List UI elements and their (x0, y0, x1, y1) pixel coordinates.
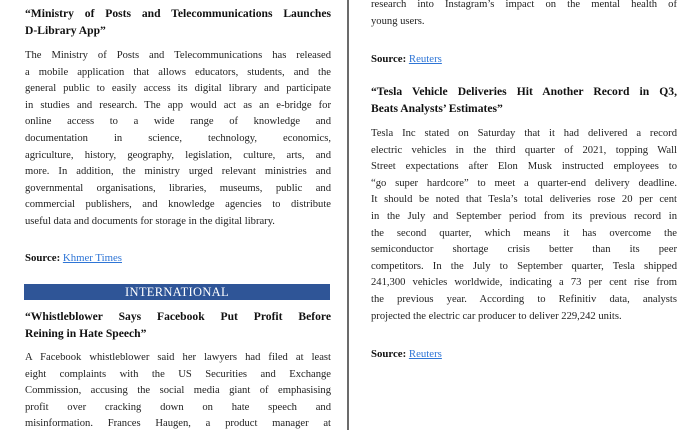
text-line: D-Library App” (25, 23, 106, 37)
source-label: Source: (371, 348, 407, 360)
source-label: Source: (371, 53, 407, 65)
source-link-reuters[interactable]: Reuters (408, 53, 442, 65)
source-link-reuters[interactable]: Reuters (408, 348, 442, 360)
text-line: agriculture, history, geography, legislation, culture, arts, and (25, 149, 331, 161)
text-line: It should be noted that Tesla’s total deliveries rose 20 per cent (371, 194, 677, 206)
text-line: “Whistleblower Says Facebook Put Profit Before (25, 310, 331, 323)
article-title (25, 309, 331, 342)
source-label: Source: (25, 252, 61, 264)
article-body (371, 126, 677, 325)
text-line: the second quarter, which means it has overcome the (371, 227, 677, 239)
text-line: profit over cracking down on hate speech and (25, 401, 331, 413)
text-line: “go super hardcore” to meet a quarter-end delivery deadline. (371, 177, 677, 189)
section-banner-international: INTERNATIONAL (24, 284, 330, 300)
text-line: Commission, accusing the social media giant of emphasising (25, 385, 331, 397)
text-line: the previous year. According to Refinitiv data, analysts (371, 293, 677, 305)
text-line: commercial publishers, and knowledge agencies to distribute (25, 199, 331, 211)
text-line: semiconductor shortage crisis better than its peer (371, 244, 677, 256)
text-line: research into Instagram’s impact on the mental health of (371, 0, 677, 10)
article-source (25, 250, 122, 266)
article-body (25, 350, 331, 433)
text-line: general public to easily access its digital library and participate (25, 83, 331, 95)
text-line: eight complaints with the US Securities and Exchange (25, 368, 331, 380)
text-line: a mobile application that allows educators, students, and the (25, 66, 331, 78)
source-link-khmer-times[interactable]: Khmer Times (62, 252, 122, 264)
text-line: documentation in science, technology, economics, (25, 132, 331, 144)
text-line: in studies and research. The app would act as an e-bridge for (25, 99, 331, 111)
text-line: “Tesla Vehicle Deliveries Hit Another Record in Q3, (371, 85, 677, 98)
text-line: 241,300 vehicles worldwide, indicating a 73 per cent rise from (371, 277, 677, 289)
article-body (371, 0, 677, 30)
article-source (371, 51, 442, 67)
text-line: “Ministry of Posts and Telecommunications Launches (25, 7, 331, 20)
text-line: young users. (371, 15, 425, 27)
text-line: Tesla Inc stated on Saturday that it had delivered a record (371, 128, 677, 139)
text-line: more. In addition, the ministry urged relevant ministries and (25, 166, 331, 178)
text-line: governmental organisations, libraries, museums, public and (25, 182, 331, 194)
column-divider (347, 0, 349, 430)
text-line: Beats Analysts’ Estimates” (371, 101, 503, 115)
text-line: Street expectations after Elon Musk instructed employees to (371, 161, 677, 173)
article-title (25, 6, 331, 39)
text-line: electric vehicles in the third quarter of 2021, topping Wall (371, 144, 677, 156)
text-line: competitors. In the July to September quarter, Tesla shipped (371, 260, 677, 272)
article-source (371, 346, 442, 362)
text-line: online access to a wide range of knowledge and (25, 116, 331, 128)
text-line: misinformation. Frances Haugen, a product manager at (25, 418, 331, 430)
text-line: The Ministry of Posts and Telecommunications has released (25, 50, 331, 61)
text-line: A Facebook whistleblower said her lawyers had filed at least (25, 352, 331, 363)
text-line: projected the electric car producer to deliver 229,242 units. (371, 310, 622, 322)
text-line: Reining in Hate Speech” (25, 326, 147, 340)
article-title (371, 84, 677, 117)
text-line: useful data and documents for storage in the digital library. (25, 215, 275, 227)
text-line: in the July and September period from its previous record in (371, 210, 677, 222)
article-body (25, 48, 331, 231)
